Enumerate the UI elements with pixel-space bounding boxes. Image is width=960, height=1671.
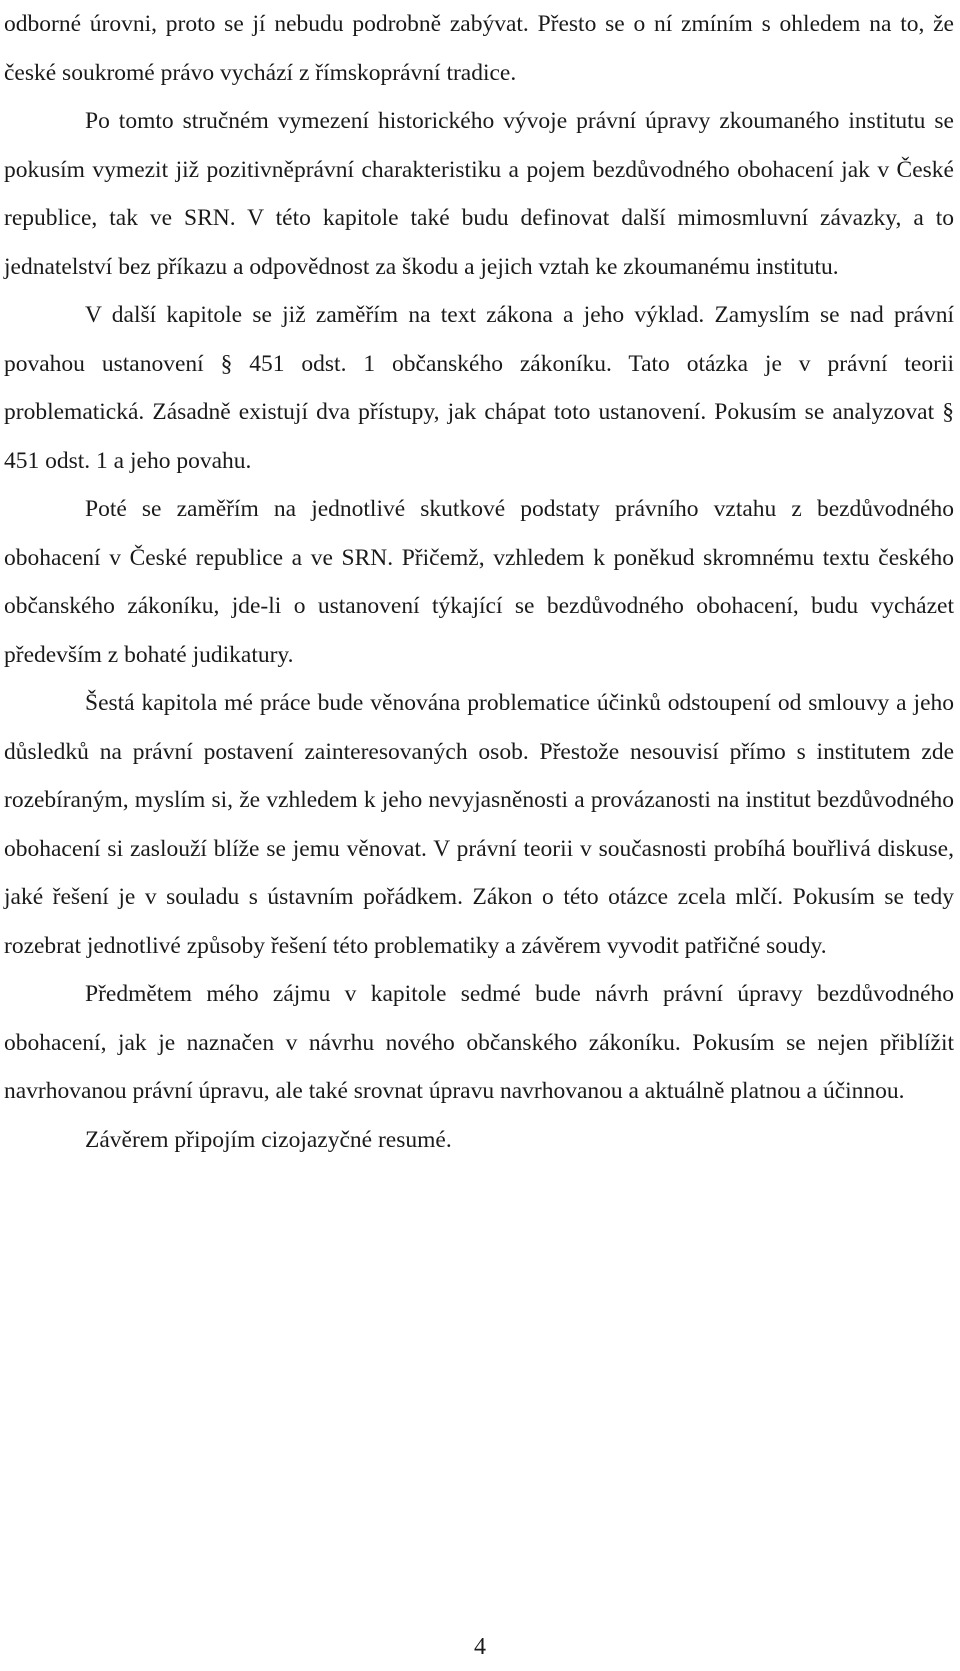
paragraph-statute-interpretation: V další kapitole se již zaměřím na text zákona a jeho výklad. Zamyslím se nad právní povahou ustanovení § 451 odst. 1 občanského zákoníku. Tato otázka je v právní teorii problematická. Zásadně existují dva přístupy, jak chápat toto ustanovení. Pokusím se analyzovat § 451 odst. 1 a jeho povahu. <box>4 302 954 474</box>
paragraph-draft-civil-code: Předmětem mého zájmu v kapitole sedmé bude návrh právní úpravy bezdůvodného obohacení, jak je naznačen v návrhu nového občanského zákoníku. Pokusím se nejen přiblížit navrhovanou právní úpravu, ale také srovnat úpravu navrhovanou a aktuálně platnou a účinnou. <box>4 981 954 1104</box>
paragraph-factual-elements: Poté se zaměřím na jednotlivé skutkové podstaty právního vztahu z bezdůvodného obohacení v České republice a ve SRN. Přičemž, vzhledem k poněkud skromnému textu českého občanského zákoníku, jde-li o ustanovení týkající se bezdůvodného obohacení, budu vycházet především z bohaté judikatury. <box>4 496 954 668</box>
paragraph-continuation: odborné úrovni, proto se jí nebudu podrobně zabývat. Přesto se o ní zmíním s ohledem na to, že české soukromé právo vychází z římskoprávní tradice. <box>4 11 954 86</box>
paragraph-resume: Závěrem připojím cizojazyčné resumé. <box>85 1126 452 1153</box>
body-text <box>4 0 954 1164</box>
paragraph-historical-overview: Po tomto stručném vymezení historického vývoje právní úpravy zkoumaného institutu se pokusím vymezit již pozitivněprávní charakteristiku a pojem bezdůvodného obohacení jak v České republice, tak ve SRN. V této kapitole také budu definovat další mimosmluvní závazky, a to jednatelství bez příkazu a odpovědnost za škodu a jejich vztah ke zkoumanému institutu. <box>4 108 954 280</box>
paragraph-withdrawal-effects: Šestá kapitola mé práce bude věnována problematice účinků odstoupení od smlouvy a jeho důsledků na právní postavení zainteresovaných osob. Přestože nesouvisí přímo s institutem zde rozebíraným, myslím si, že vzhledem k jeho nevyjasněnosti a provázanosti na institut bezdůvodného obohacení si zaslouží blíže se jemu věnovat. V právní teorii v současnosti probíhá bouřlivá diskuse, jaké řešení je v souladu s ústavním pořádkem. Zákon o této otázce zcela mlčí. Pokusím se tedy rozebrat jednotlivé způsoby řešení této problematiky a závěrem vyvodit patřičné soudy. <box>4 690 954 959</box>
page-number: 4 <box>474 1634 486 1660</box>
